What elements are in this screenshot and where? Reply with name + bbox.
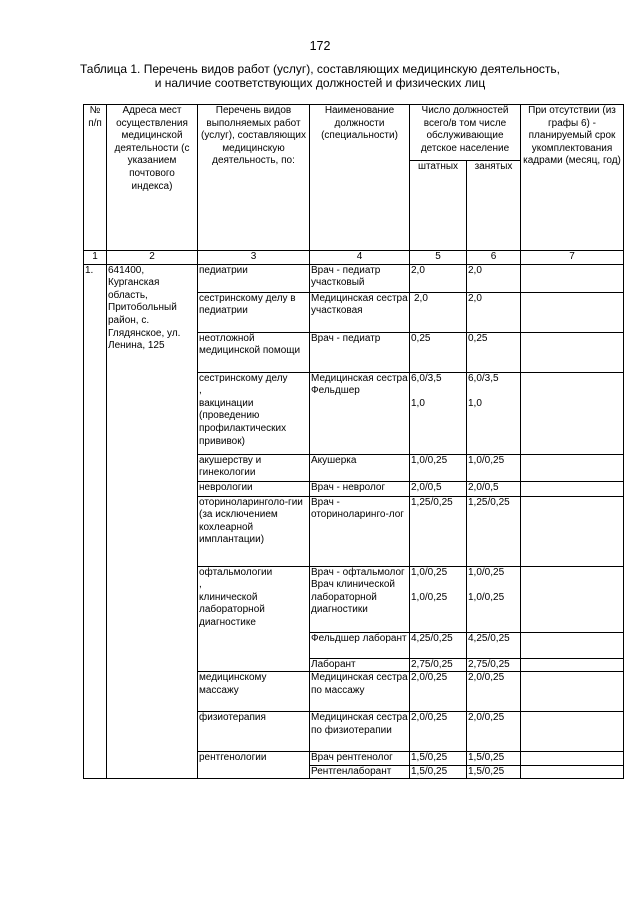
occupied-value: 6,0/3,5 (468, 372, 499, 384)
title-line-1: Таблица 1. Перечень видов работ (услуг), составляющих медицинскую деятельность, (79, 62, 561, 76)
planned-cell (521, 765, 624, 779)
header-staff: штатных (410, 161, 467, 251)
table-title (40, 62, 600, 90)
planned-cell (521, 454, 624, 481)
header-occupied: занятых (467, 161, 521, 251)
staff-cell: 2,0/0,5 (410, 481, 467, 496)
page-number: 172 (309, 39, 331, 53)
service-nursing: сестринскому делу (199, 372, 288, 384)
col-number: 2 (107, 251, 198, 265)
occupied-cell: 1,0/0,25 (467, 454, 521, 481)
planned-cell (521, 496, 624, 566)
staff-cell (410, 372, 467, 454)
planned-cell (521, 481, 624, 496)
service-ophthalmology: офтальмологии (199, 566, 273, 578)
column-numbers-row (84, 251, 624, 265)
col-number: 5 (410, 251, 467, 265)
occupied-cell (467, 566, 521, 632)
occupied-cell: 1,5/0,25 (467, 765, 521, 779)
col-number: 6 (467, 251, 521, 265)
planned-cell (521, 658, 624, 672)
staff-cell: 2,0/0,25 (410, 712, 467, 752)
row-number: 1. (84, 264, 107, 779)
staff-cell: 1,25/0,25 (410, 496, 467, 566)
occupied-value: 1,0 (468, 397, 482, 409)
header-number: № п/п (84, 105, 107, 251)
staff-cell (410, 566, 467, 632)
col-number: 7 (521, 251, 624, 265)
service-cell (198, 372, 310, 454)
occupied-value: 1,0/0,25 (468, 566, 505, 578)
header-row (84, 105, 624, 161)
staff-cell: 4,25/0,25 (410, 632, 467, 658)
planned-cell (521, 292, 624, 332)
planned-cell (521, 632, 624, 658)
service-vaccination: вакцинации (проведению профилактических прививок) (199, 397, 287, 447)
staff-cell: 2,0/0,25 (410, 672, 467, 712)
service-cell: оториноларинголо-гии (за исключением кохлеарной имплантации) (198, 496, 310, 566)
staff-value: 1,0/0,25 (411, 591, 448, 603)
occupied-cell: 4,25/0,25 (467, 632, 521, 658)
position-nurse: Медицинская сестра (311, 372, 408, 384)
title-line-2: и наличие соответствующих должностей и физических лиц (154, 76, 486, 90)
planned-cell (521, 332, 624, 372)
position-cell: Врач - оториноларинго-лог (310, 496, 410, 566)
col-number: 3 (198, 251, 310, 265)
staff-value: 1,0/0,25 (411, 566, 448, 578)
planned-cell (521, 752, 624, 766)
service-separator: , (199, 579, 202, 591)
occupied-cell: 2,75/0,25 (467, 658, 521, 672)
occupied-cell: 2,0/0,5 (467, 481, 521, 496)
header-position: Наименование должности (специальности) (310, 105, 410, 251)
occupied-cell (467, 372, 521, 454)
service-cell: педиатрии (198, 264, 310, 292)
planned-cell (521, 712, 624, 752)
position-cell: Фельдшер лаборант (310, 632, 410, 658)
staff-cell: 1,0/0,25 (410, 454, 467, 481)
services-table (83, 104, 624, 779)
occupied-cell: 2,0/0,25 (467, 672, 521, 712)
col-number: 4 (310, 251, 410, 265)
position-cell: Врач - педиатр (310, 332, 410, 372)
planned-cell (521, 264, 624, 292)
position-cell: Рентгенлаборант (310, 765, 410, 779)
staff-value: 6,0/3,5 (411, 372, 442, 384)
occupied-cell: 2,0 (467, 264, 521, 292)
header-planned-date: При отсутствии (из графы 6) - планируемый срок укомплектования кадрами (месяц, год) (521, 105, 624, 251)
position-cell (310, 372, 410, 454)
service-cell (198, 566, 310, 672)
staff-cell: 1,5/0,25 (410, 765, 467, 779)
planned-cell (521, 672, 624, 712)
occupied-cell: 2,0 (467, 292, 521, 332)
planned-cell (521, 372, 624, 454)
position-lab-doctor: Врач клинической лабораторной диагностики (311, 579, 395, 616)
position-cell: Акушерка (310, 454, 410, 481)
service-cell: рентгенологии (198, 752, 310, 779)
occupied-cell: 1,25/0,25 (467, 496, 521, 566)
planned-cell (521, 566, 624, 632)
position-cell: Врач - невролог (310, 481, 410, 496)
position-feldsher: Фельдшер (311, 385, 360, 397)
position-cell: Медицинская сестра по физиотерапии (310, 712, 410, 752)
header-address: Адреса мест осуществления медицинской деятельности (с указанием почтового индекса) (107, 105, 198, 251)
position-ophthalmologist: Врач - офтальмолог (311, 566, 405, 578)
address-cell: 641400, Курганская область, Притобольный район, с. Глядянское, ул. Ленина, 125 (107, 264, 198, 779)
staff-cell: 2,0 (410, 292, 467, 332)
header-services: Перечень видов выполняемых работ (услуг), составляющих медицинскую деятельность, по: (198, 105, 310, 251)
staff-cell: 1,5/0,25 (410, 752, 467, 766)
service-cell: неотложной медицинской помощи (198, 332, 310, 372)
position-cell: Врач рентгенолог (310, 752, 410, 766)
service-cell: физиотерапия (198, 712, 310, 752)
service-clinical-lab: клинической лабораторной диагностике (199, 591, 265, 628)
staff-cell: 0,25 (410, 332, 467, 372)
position-cell: Врач - педиатр участковый (310, 264, 410, 292)
staff-value: 1,0 (411, 397, 425, 409)
service-cell: медицинскому массажу (198, 672, 310, 712)
occupied-cell: 2,0/0,25 (467, 712, 521, 752)
position-cell (310, 566, 410, 632)
occupied-cell: 0,25 (467, 332, 521, 372)
col-number: 1 (84, 251, 107, 265)
header-positions-count: Число должностей всего/в том числе обслуживающие детское население (410, 105, 521, 161)
staff-cell: 2,75/0,25 (410, 658, 467, 672)
position-cell: Медицинская сестра участковая (310, 292, 410, 332)
service-cell: неврологии (198, 481, 310, 496)
service-separator: , (199, 385, 202, 397)
occupied-value: 1,0/0,25 (468, 591, 505, 603)
position-cell: Медицинская сестра по массажу (310, 672, 410, 712)
position-cell: Лаборант (310, 658, 410, 672)
staff-cell: 2,0 (410, 264, 467, 292)
service-cell: акушерству и гинекологии (198, 454, 310, 481)
table-row (84, 264, 624, 292)
occupied-cell: 1,5/0,25 (467, 752, 521, 766)
service-cell: сестринскому делу в педиатрии (198, 292, 310, 332)
